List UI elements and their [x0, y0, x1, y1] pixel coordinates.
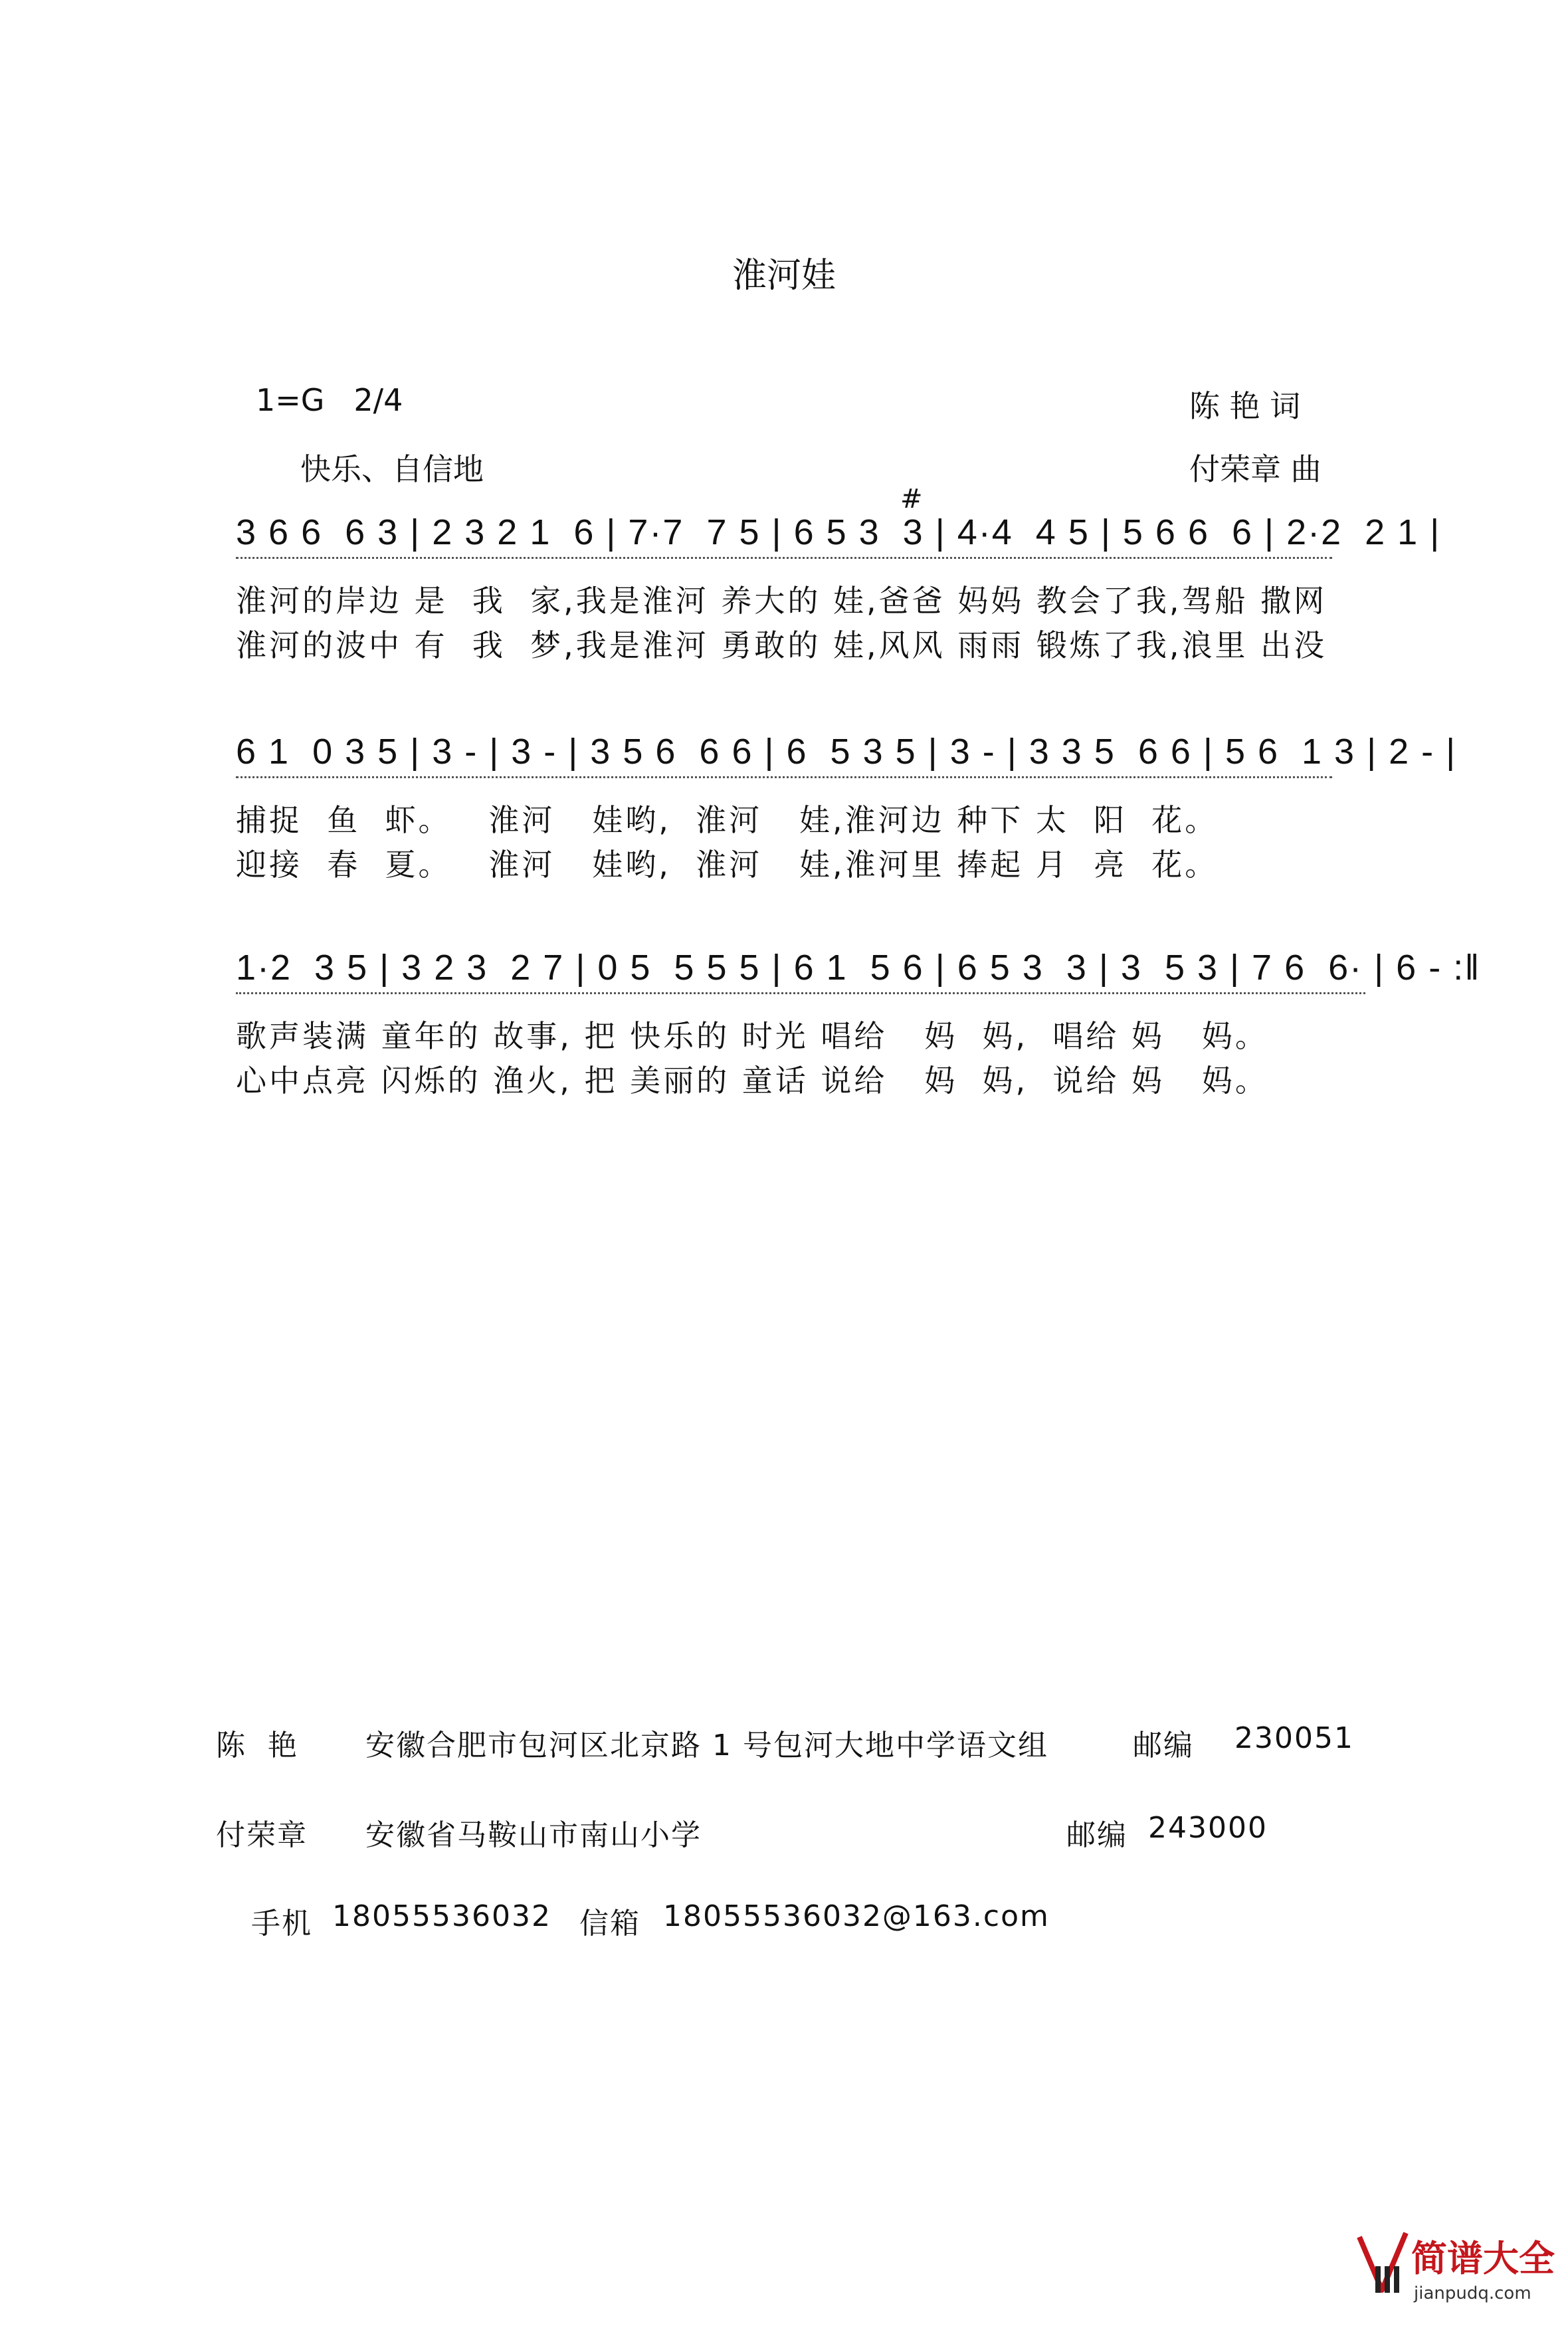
footer-address-1: 安徽合肥市包河区北京路 1 号包河大地中学语文组: [365, 1729, 1048, 1762]
lyric-row-1-verse-1: 淮河的岸边 是 我 家,我是淮河 养大的 娃,爸爸 妈妈 教会了我,驾船 撒网: [236, 583, 1327, 619]
phone-number: 18055536032: [332, 1899, 551, 1933]
phone-label: 手机: [251, 1907, 312, 1941]
footer-name-2: 付荣章: [216, 1818, 308, 1852]
underline-dots-row-3: [236, 992, 1365, 997]
footer-zip-label-2: 邮编: [1066, 1818, 1127, 1852]
notation-row-3: 1·2 3 5 | 3 2 3 2 7 | 0 5 5 5 5 | 6 1 5 6 | 6 5 3 3 | 3 5 3 | 7 6 6· | 6 - :‖: [236, 948, 1481, 988]
notation-row-2: 6 1 0 3 5 | 3 - | 3 - | 3 5 6 6 6 | 6 5 3 5 | 3 - | 3 3 5 6 6 | 5 6 1 3 | 2 - |: [236, 732, 1457, 772]
sharp-sign: #: [900, 484, 923, 514]
footer-zip-1: 230051: [1234, 1721, 1354, 1755]
lyric-row-3-verse-2: 心中点亮 闪烁的 渔火, 把 美丽的 童话 说给 妈 妈, 说给 妈 妈。: [236, 1063, 1268, 1099]
lyric-row-2-verse-2: 迎接 春 夏。 淮河 娃哟, 淮河 娃,淮河里 捧起 月 亮 花。: [236, 847, 1219, 883]
page-title: 淮河娃: [732, 256, 836, 296]
site-logo: [1355, 2218, 1555, 2318]
mail-label: 信箱: [579, 1907, 640, 1941]
lyric-row-3-verse-1: 歌声装满 童年的 故事, 把 快乐的 时光 唱给 妈 妈, 唱给 妈 妈。: [236, 1018, 1268, 1054]
logo-url: jianpudq.com: [1414, 2283, 1531, 2303]
underline-dots-row-2: [236, 776, 1332, 781]
lyric-row-2-verse-1: 捕捉 鱼 虾。 淮河 娃哟, 淮河 娃,淮河边 种下 太 阳 花。: [236, 802, 1219, 838]
footer-address-2: 安徽省马鞍山市南山小学: [365, 1818, 702, 1852]
underline-dots-row-1: [236, 557, 1332, 562]
lyric-row-1-verse-2: 淮河的波中 有 我 梦,我是淮河 勇敢的 娃,风风 雨雨 锻炼了我,浪里 出没: [236, 627, 1327, 663]
lyricist-credit: 陈 艳 词: [1189, 388, 1301, 424]
footer-zip-2: 243000: [1148, 1811, 1268, 1845]
key-time-signature: 1=G 2/4: [256, 382, 403, 418]
footer-zip-label-1: 邮编: [1133, 1729, 1194, 1762]
tempo-marking: 快乐、自信地: [300, 451, 484, 487]
composer-credit: 付荣章 曲: [1189, 451, 1322, 487]
mail-address: 18055536032@163.com: [663, 1899, 1050, 1933]
logo-icon: [1355, 2224, 1410, 2303]
notation-row-1: 3 6 6 6 3 | 2 3 2 1 6 | 7·7 7 5 | 6 5 3 3 | 4·4 4 5 | 5 6 6 6 | 2·2 2 1 |: [236, 512, 1441, 552]
footer-name-1: 陈 艳: [216, 1729, 298, 1762]
logo-text: 简谱大全: [1411, 2238, 1555, 2279]
